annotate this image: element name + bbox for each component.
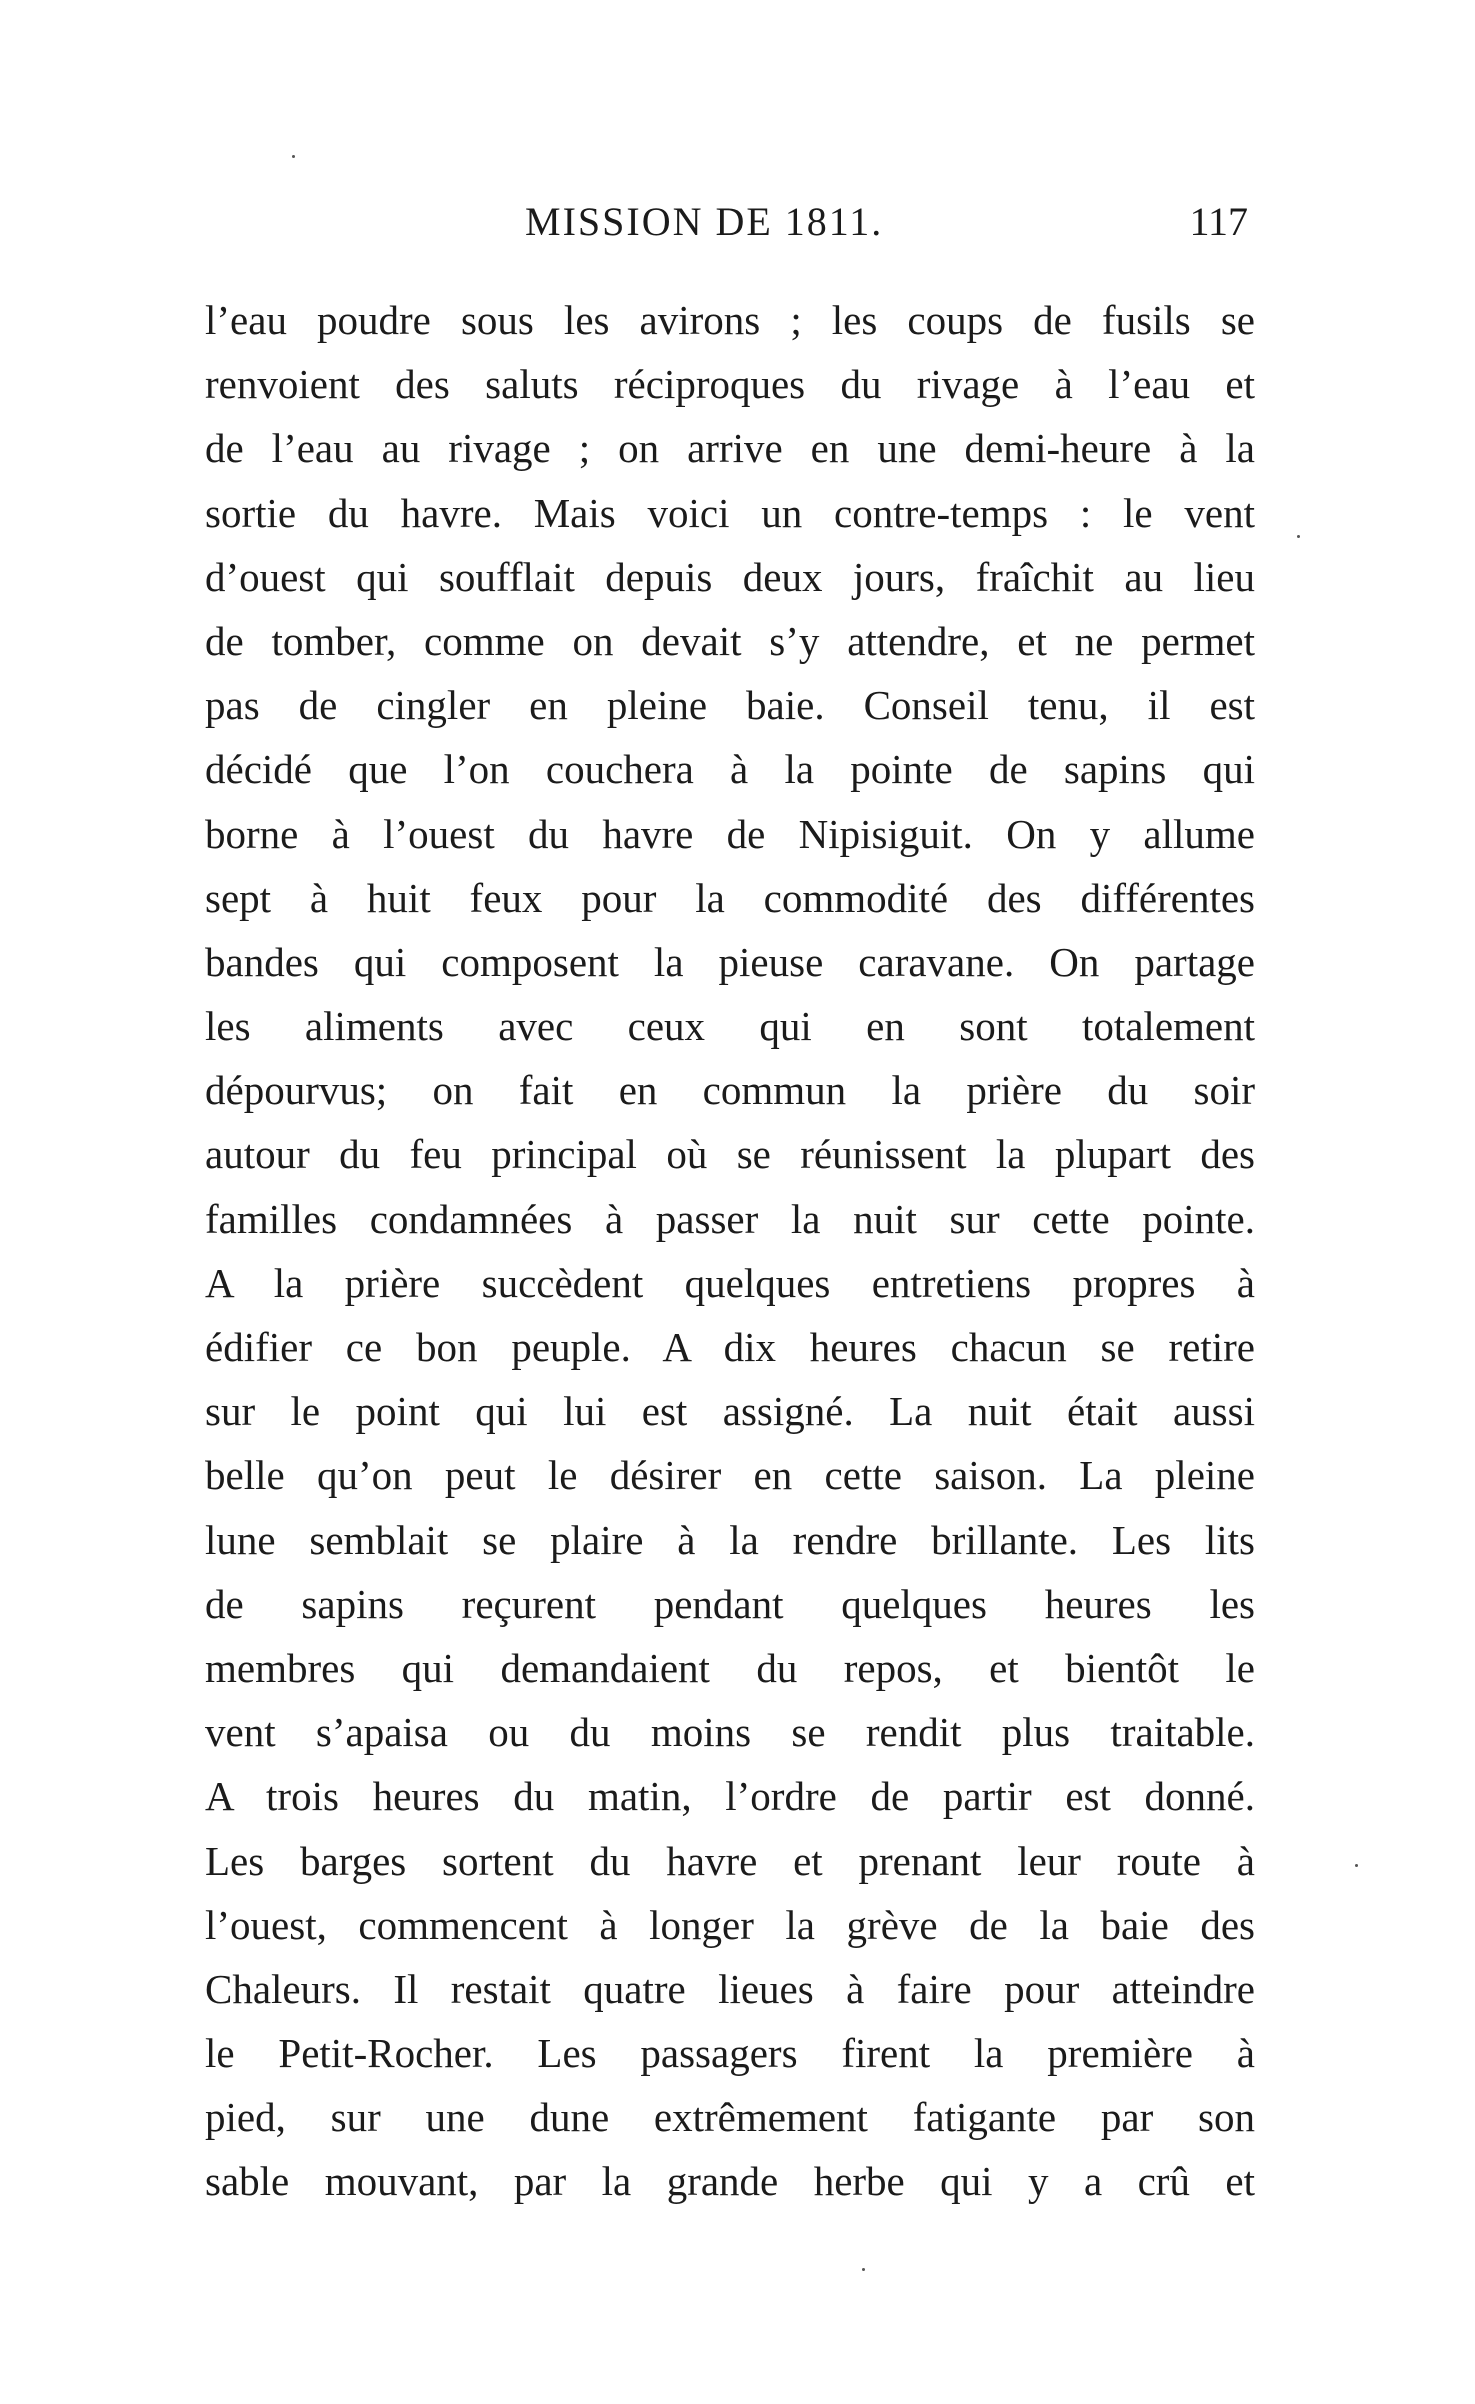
text-line: de tomber, comme on devait s’y attendre, et ne permet <box>205 617 1255 664</box>
text-line: l’ouest, commencent à longer la grève de la baie des <box>205 1901 1255 1948</box>
text-line: de sapins reçurent pendant quelques heures les <box>205 1580 1255 1627</box>
text-line: lune semblait se plaire à la rendre brillante. Les lits <box>205 1516 1255 1563</box>
paper-speck <box>862 2268 865 2271</box>
text-line: pied, sur une dune extrêmement fatigante par son <box>205 2094 1255 2141</box>
text-line: borne à l’ouest du havre de Nipisiguit. On y allume <box>205 810 1255 857</box>
page-number: 117 <box>1189 199 1248 244</box>
text-line: d’ouest qui soufflait depuis deux jours, fraîchit au lieu <box>205 553 1255 600</box>
text-line: de l’eau au rivage ; on arrive en une demi-heure à la <box>205 425 1255 472</box>
text-line: sable mouvant, par la grande herbe qui y a crû et <box>205 2158 1255 2205</box>
text-line: familles condamnées à passer la nuit sur cette pointe. <box>205 1195 1255 1242</box>
text-line: renvoient des saluts réciproques du rivage à l’eau et <box>205 361 1255 408</box>
text-line: dépourvus; on fait en commun la prière du soir <box>205 1067 1255 1114</box>
text-line: pas de cingler en pleine baie. Conseil tenu, il est <box>205 682 1255 729</box>
running-title: MISSION DE 1811. <box>525 199 884 244</box>
text-line: autour du feu principal où se réunissent la plupart des <box>205 1131 1255 1178</box>
text-line: Les barges sortent du havre et prenant leur route à <box>205 1837 1255 1884</box>
text-line: édifier ce bon peuple. A dix heures chacun se retire <box>205 1324 1255 1370</box>
running-head <box>205 198 1260 258</box>
text-line: A la prière succèdent quelques entretiens propres à <box>205 1259 1255 1306</box>
text-line: bandes qui composent la pieuse caravane. On partage <box>205 938 1255 985</box>
paper-speck <box>1297 535 1300 538</box>
text-line: les aliments avec ceux qui en sont totalement <box>205 1003 1255 1050</box>
body-text <box>205 288 1255 2214</box>
text-line: décidé que l’on couchera à la pointe de sapins qui <box>205 746 1255 793</box>
paper-speck <box>1355 1864 1358 1867</box>
text-line: A trois heures du matin, l’ordre de partir est donné. <box>205 1773 1255 1820</box>
paper-speck <box>292 155 295 158</box>
text-line: l’eau poudre sous les avirons ; les coups de fusils se <box>205 297 1255 343</box>
text-line: vent s’apaisa ou du moins se rendit plus traitable. <box>205 1709 1255 1756</box>
text-line: sur le point qui lui est assigné. La nuit était aussi <box>205 1388 1255 1435</box>
text-line: membres qui demandaient du repos, et bientôt le <box>205 1644 1255 1691</box>
text-line: belle qu’on peut le désirer en cette saison. La pleine <box>205 1452 1255 1499</box>
text-line: Chaleurs. Il restait quatre lieues à faire pour atteindre <box>205 1965 1255 2012</box>
text-line: sortie du havre. Mais voici un contre-temps : le vent <box>205 489 1255 536</box>
text-line: sept à huit feux pour la commodité des différentes <box>205 874 1255 921</box>
text-line: le Petit-Rocher. Les passagers firent la première à <box>205 2030 1255 2077</box>
